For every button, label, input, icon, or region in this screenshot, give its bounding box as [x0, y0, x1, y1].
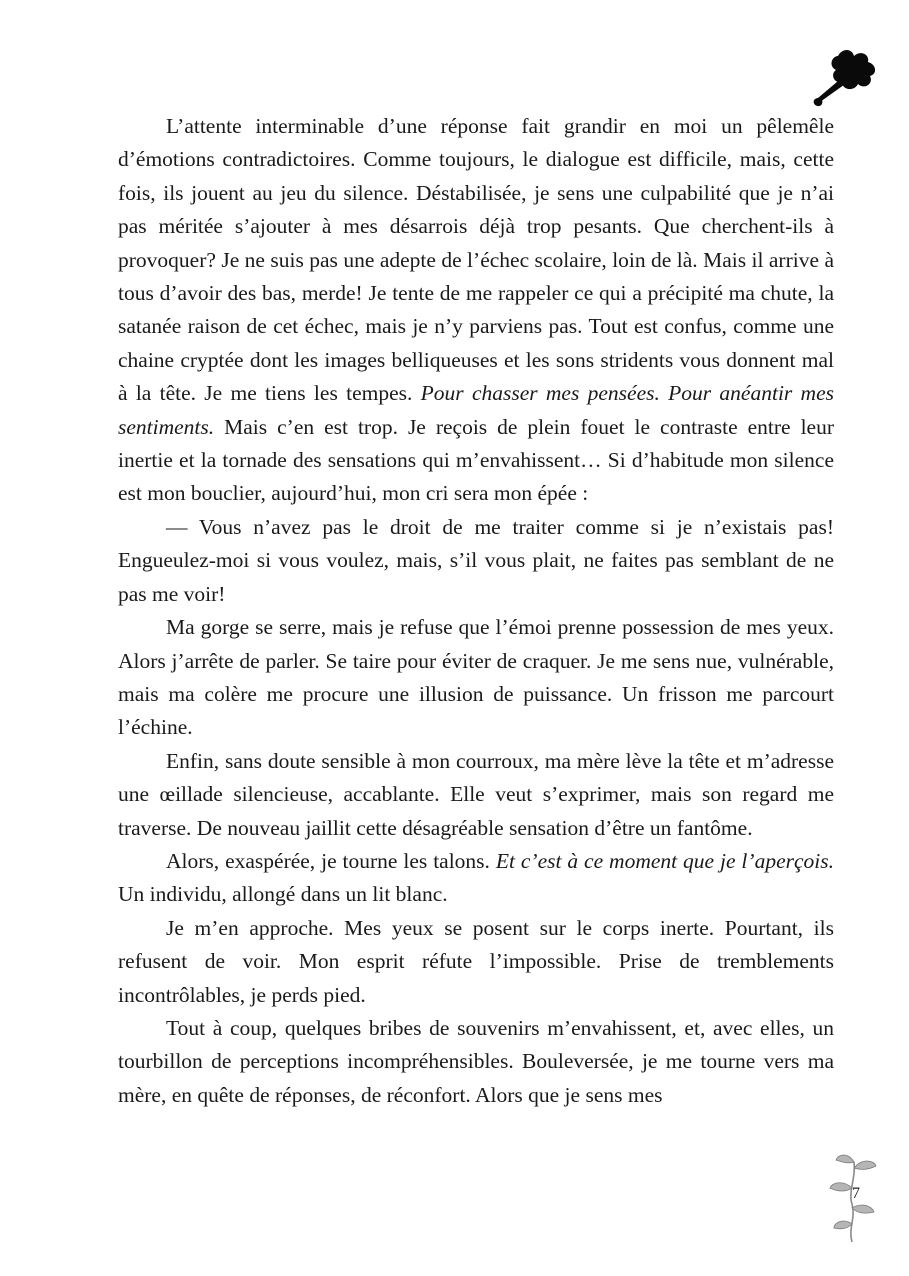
page-number: 7 — [852, 1185, 860, 1202]
italic-text: Et c’est à ce moment que je l’aperçois. — [495, 848, 834, 873]
italic-text: Pour chasser mes pensées. Pour anéantir mes sentiments. — [118, 381, 834, 439]
paragraph — [118, 110, 834, 511]
flower-ornament-icon — [808, 46, 880, 110]
text-run: Mais c’en est trop. Je reçois de plein fouet le contraste entre leur inertie et la tornade des sensations qui m’envahissent… Si d’habitude mon silence est mon bouclier, aujourd’hui, mon cri sera mon épée : — [118, 414, 834, 506]
text-run: Enfin, sans doute sensible à mon courroux, ma mère lève la tête et m’adresse une œillade silencieuse, accablante. Elle veut s’exprimer, mais son regard me traverse. De nouveau jaillit cette désagréable sensation d’être un fantôme. — [118, 748, 834, 840]
text-run: Alors, exaspérée, je tourne les talons. — [166, 848, 496, 873]
text-run: Un individu, allongé dans un lit blanc. — [118, 882, 448, 907]
paragraph — [118, 1012, 834, 1112]
paragraph — [118, 511, 834, 611]
paragraph — [118, 912, 834, 1012]
text-run: Je m’en approche. Mes yeux se posent sur le corps inerte. Pourtant, ils refusent de voir. Mon esprit réfute l’impossible. Prise de tremblements incontrôlables, je perds pied. — [118, 915, 834, 1007]
text-run: — Vous n’avez pas le droit de me traiter comme si je n’existais pas! Engueulez-moi si vous voulez, mais, s’il vous plait, ne faites pas semblant de ne pas me voir! — [118, 514, 834, 606]
text-run: Tout à coup, quelques bribes de souvenirs m’envahissent, et, avec elles, un tourbillon de perceptions incompréhensibles. Bouleversée, je me tourne vers ma mère, en quête de réponses, de réconfort. Alors que je sens mes — [118, 1015, 834, 1107]
text-run: Ma gorge se serre, mais je refuse que l’émoi prenne possession de mes yeux. Alors j’arrête de parler. Se taire pour éviter de craquer. Je me sens nue, vulnérable, mais ma colère me procure une illusion de puissance. Un frisson me parcourt l’échine. — [118, 615, 834, 740]
body-text — [118, 110, 834, 1112]
paragraph — [118, 845, 834, 912]
paragraph — [118, 611, 834, 745]
text-run: L’attente interminable d’une réponse fait grandir en moi un pêlemêle d’émotions contradictoires. Comme toujours, le dialogue est difficile, mais, cette fois, ils jouent au jeu du silence. Déstabilisée, je sens une culpabilité que je n’ai pas méritée s’ajouter à mes désarrois déjà trop pesants. Que cherchent-ils à provoquer? Je ne suis pas une adepte de l’échec scolaire, loin de là. Mais il arrive à tous d’avoir des bas, merde! Je tente de me rappeler ce qui a précipité ma chute, la satanée raison de cet échec, mais je n’y parviens pas. Tout est confus, comme une chaine cryptée dont les images belliqueuses et les sons stridents vous donnent mal à la tête. Je me tiens les tempes. — [118, 114, 834, 406]
paragraph — [118, 745, 834, 845]
